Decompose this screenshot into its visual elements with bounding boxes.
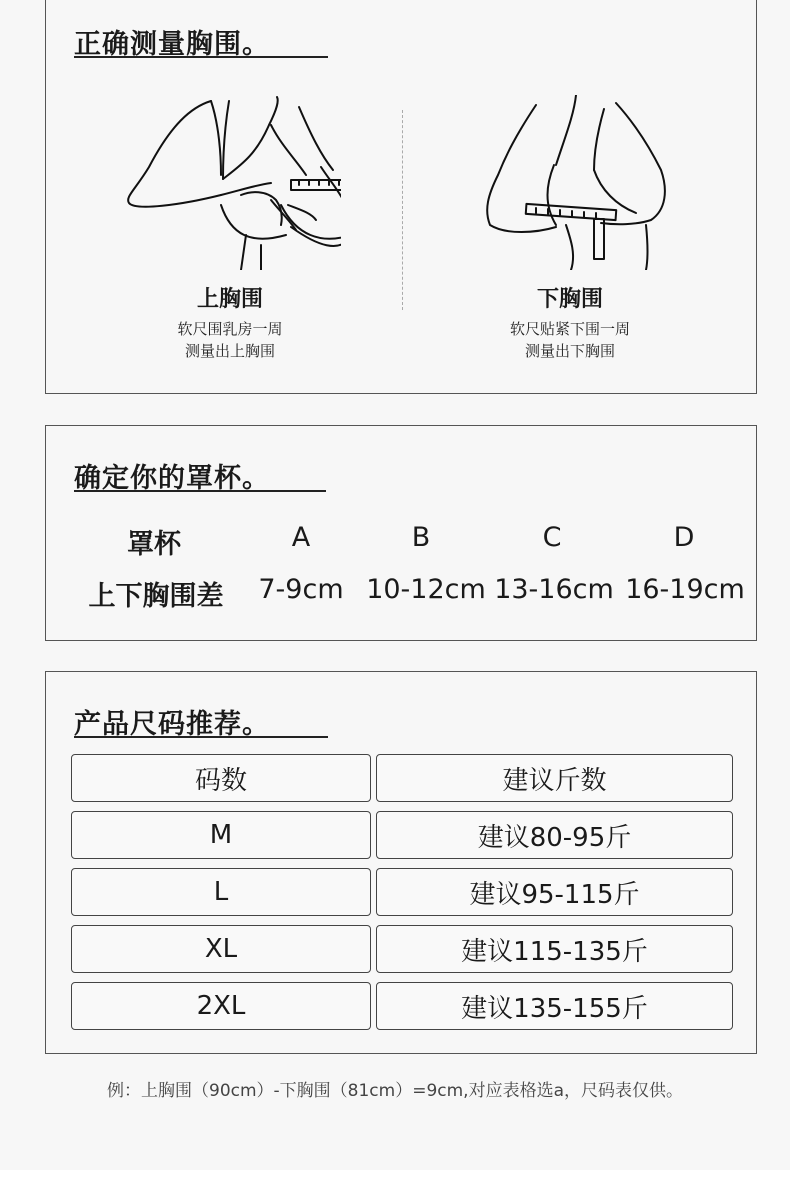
cup-range-c: 13-16cm [494, 574, 614, 605]
under-bust-measure-illustration [476, 95, 676, 270]
under-bust-desc-2: 测量出下胸围 [524, 342, 615, 360]
cup-value-row [46, 574, 758, 614]
cup-title: 确定你的罩杯。 [74, 463, 270, 494]
cup-letter-c: C [542, 522, 562, 553]
under-bust-label: 下胸围 [536, 287, 603, 312]
upper-bust-desc-1: 软尺围乳房一周 [177, 320, 283, 338]
cup-range-a: 7-9cm [258, 574, 344, 605]
upper-bust-label: 上胸围 [196, 287, 263, 312]
cup-range-b: 10-12cm [366, 574, 486, 605]
measure-title-underline [74, 56, 328, 58]
size-weight-cell: 建议95-115斤 [376, 868, 733, 916]
example-footnote: 例：上胸围（90cm）-下胸围（81cm）=9cm,对应表格选a，尺码表仅供。 [107, 1081, 683, 1101]
cup-panel [45, 425, 757, 641]
size-weight-cell: 建议115-135斤 [376, 925, 733, 973]
cup-range-d: 16-19cm [625, 574, 745, 605]
size-title: 产品尺码推荐。 [74, 709, 270, 740]
measure-title: 正确测量胸围。 [74, 29, 270, 60]
size-panel [45, 671, 757, 1054]
cup-letter-a: A [291, 522, 311, 553]
bottom-strip [0, 1170, 790, 1204]
cup-title-underline [74, 490, 326, 492]
cup-header-row [46, 522, 758, 562]
measure-panel [45, 0, 757, 394]
upper-bust-desc-2: 测量出上胸围 [184, 342, 275, 360]
size-header-weight: 建议斤数 [376, 754, 733, 802]
size-weight-cell: 建议135-155斤 [376, 982, 733, 1030]
size-code-cell: 2XL [71, 982, 371, 1030]
cup-letter-b: B [411, 522, 431, 553]
size-code-cell: XL [71, 925, 371, 973]
upper-bust-measure-illustration [121, 95, 341, 270]
cup-row-label: 上下胸围差 [88, 581, 224, 612]
cup-header-label: 罩杯 [127, 529, 181, 560]
size-header-code: 码数 [71, 754, 371, 802]
size-title-underline [74, 736, 328, 738]
size-code-cell: L [71, 868, 371, 916]
cup-letter-d: D [673, 522, 695, 553]
size-weight-cell: 建议80-95斤 [376, 811, 733, 859]
under-bust-desc-1: 软尺贴紧下围一周 [509, 320, 630, 338]
dashed-divider [402, 110, 403, 310]
size-code-cell: M [71, 811, 371, 859]
